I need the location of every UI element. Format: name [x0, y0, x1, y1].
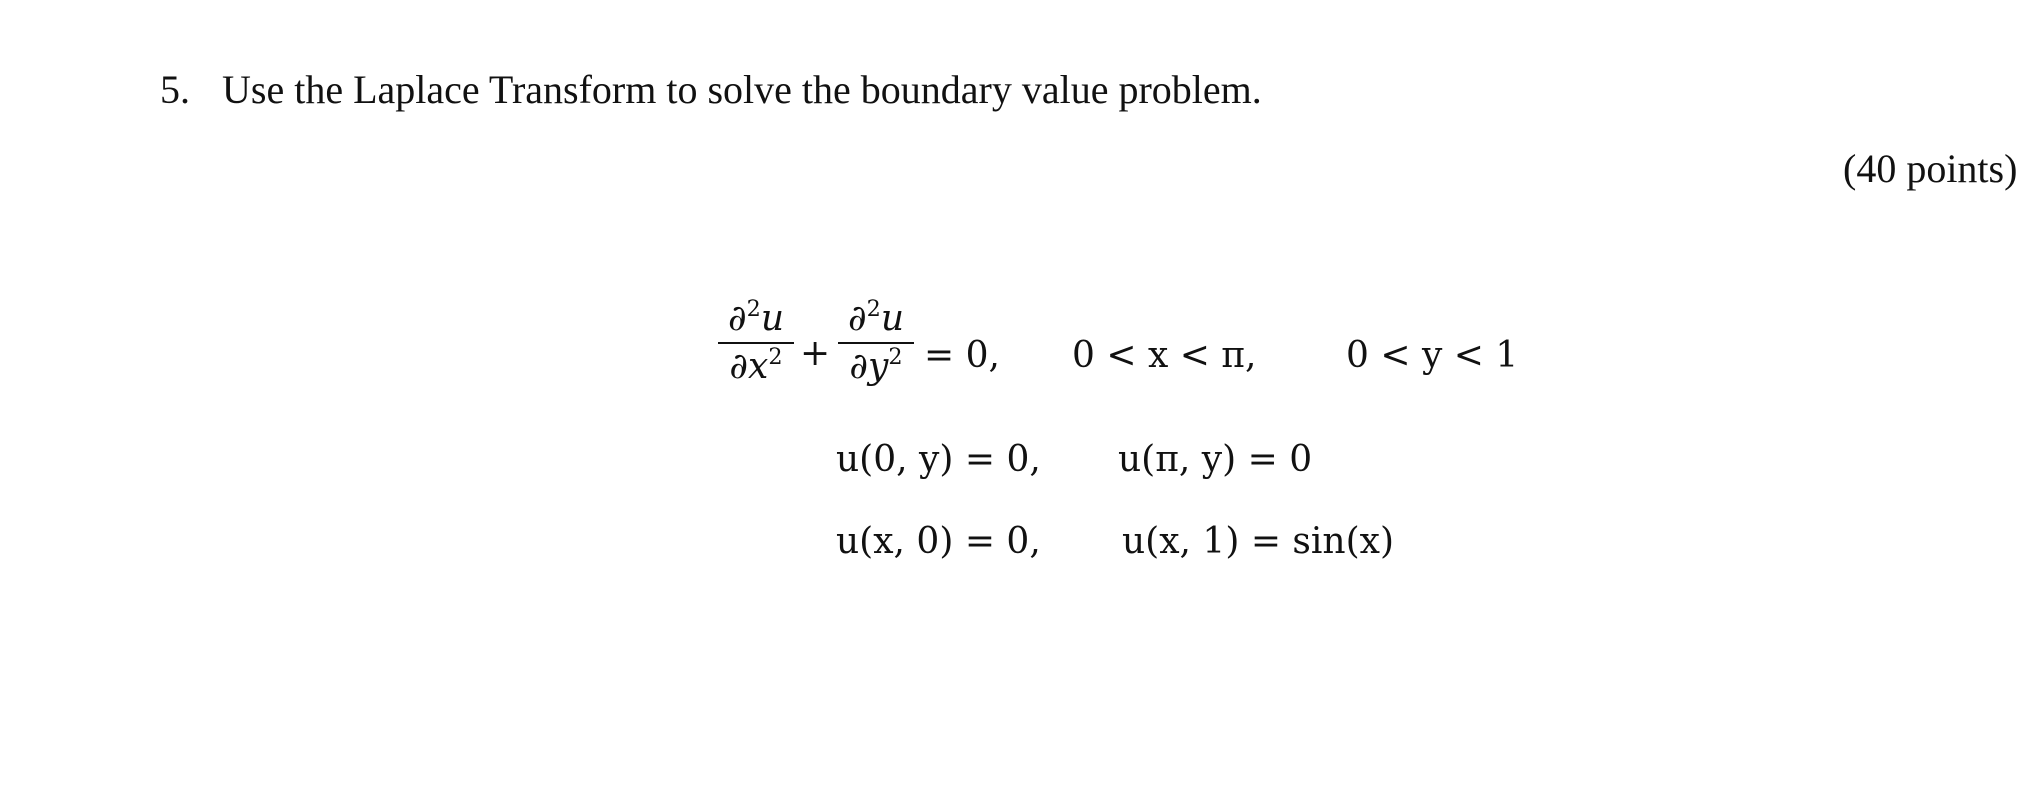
question-text: Use the Laplace Transform to solve the boundary value problem.: [222, 67, 1262, 112]
boundary-condition-top-edge: u(x, 1) = sin(x): [1122, 521, 1394, 562]
boundary-condition-bottom-edge: u(x, 0) = 0,: [836, 521, 1041, 562]
pde-rhs: = 0,: [924, 335, 1000, 376]
fraction-bar: [838, 342, 914, 344]
fraction-numerator: ∂$^2$u: [727, 296, 784, 339]
fraction-denominator: $\partial y^2$: [849, 344, 903, 387]
fraction-bar: [718, 342, 794, 344]
plus-sign: +: [800, 333, 831, 374]
boundary-condition-left-edge: u(0, y) = 0,: [836, 439, 1041, 480]
fraction-denominator: $\partial x^2$: [729, 344, 783, 387]
fraction-d2u-dy2: [838, 298, 914, 388]
question-number: 5.: [160, 67, 190, 112]
boundary-condition-right-edge: u(π, y) = 0: [1118, 439, 1313, 480]
fraction-numerator: ∂$^2$u: [847, 296, 904, 339]
points-label: (40 points): [1843, 146, 2018, 191]
fraction-d2u-dx2: [718, 298, 794, 388]
domain-x-condition: 0 < x < π,: [1072, 335, 1257, 376]
domain-y-condition: 0 < y < 1: [1346, 335, 1519, 376]
